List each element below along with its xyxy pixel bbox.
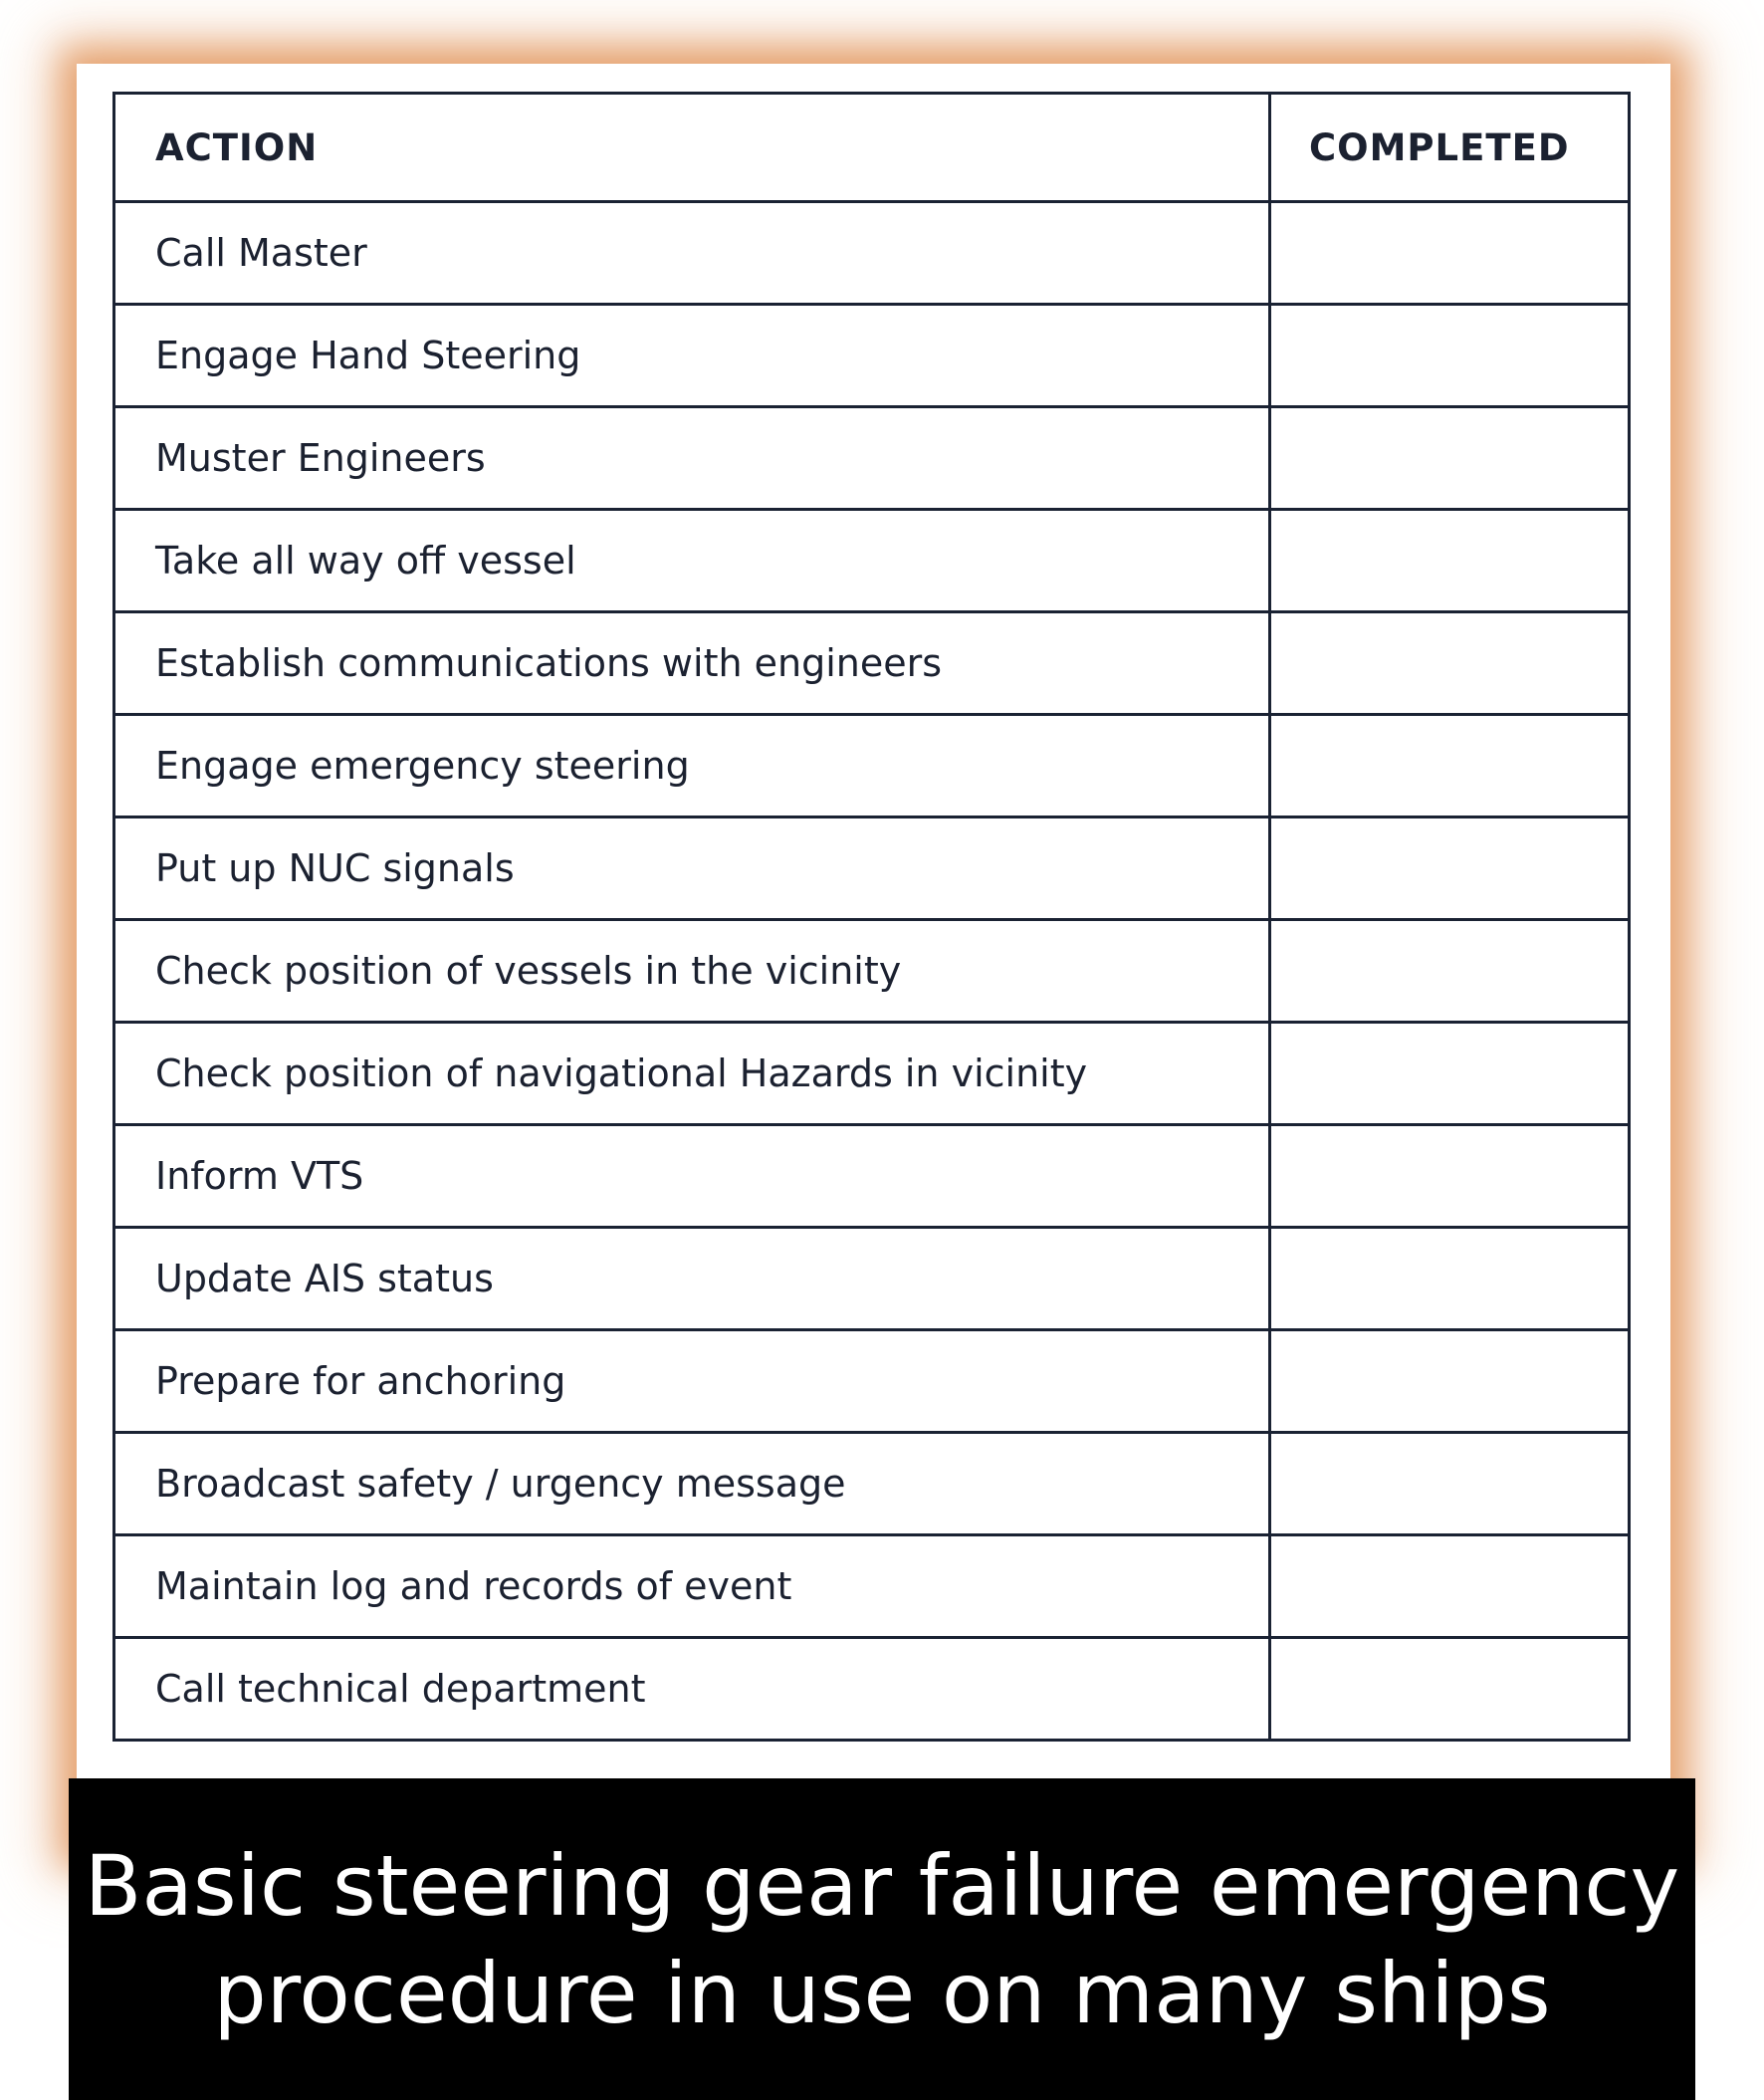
completed-cell[interactable] xyxy=(1270,1330,1630,1433)
action-cell: Muster Engineers xyxy=(114,407,1270,510)
checklist-table xyxy=(112,92,1631,1742)
completed-cell[interactable] xyxy=(1270,1638,1630,1741)
action-cell: Prepare for anchoring xyxy=(114,1330,1270,1433)
action-cell: Check position of vessels in the vicinity xyxy=(114,920,1270,1023)
action-cell: Check position of navigational Hazards in vicinity xyxy=(114,1023,1270,1125)
action-cell: Update AIS status xyxy=(114,1228,1270,1330)
table-row xyxy=(114,612,1630,715)
table-row xyxy=(114,1125,1630,1228)
completed-cell[interactable] xyxy=(1270,1535,1630,1638)
action-cell: Take all way off vessel xyxy=(114,510,1270,612)
action-cell: Establish communications with engineers xyxy=(114,612,1270,715)
table-row xyxy=(114,305,1630,407)
table-row xyxy=(114,1228,1630,1330)
action-cell: Engage Hand Steering xyxy=(114,305,1270,407)
completed-cell[interactable] xyxy=(1270,202,1630,305)
action-column-header: ACTION xyxy=(114,94,1270,202)
completed-column-header: COMPLETED xyxy=(1270,94,1630,202)
completed-cell[interactable] xyxy=(1270,1125,1630,1228)
table-row xyxy=(114,715,1630,817)
action-cell: Call technical department xyxy=(114,1638,1270,1741)
completed-cell[interactable] xyxy=(1270,305,1630,407)
table-row xyxy=(114,1535,1630,1638)
action-cell: Maintain log and records of event xyxy=(114,1535,1270,1638)
caption-line-2: procedure in use on many ships xyxy=(213,1944,1551,2042)
caption-banner xyxy=(69,1778,1695,2100)
action-cell: Call Master xyxy=(114,202,1270,305)
table-row xyxy=(114,1330,1630,1433)
action-cell: Inform VTS xyxy=(114,1125,1270,1228)
action-cell: Engage emergency steering xyxy=(114,715,1270,817)
completed-cell[interactable] xyxy=(1270,1023,1630,1125)
action-cell: Put up NUC signals xyxy=(114,817,1270,920)
table-row xyxy=(114,817,1630,920)
completed-cell[interactable] xyxy=(1270,407,1630,510)
completed-cell[interactable] xyxy=(1270,817,1630,920)
completed-cell[interactable] xyxy=(1270,510,1630,612)
completed-cell[interactable] xyxy=(1270,612,1630,715)
table-row xyxy=(114,407,1630,510)
table-row xyxy=(114,1433,1630,1535)
table-row xyxy=(114,510,1630,612)
completed-cell[interactable] xyxy=(1270,920,1630,1023)
completed-cell[interactable] xyxy=(1270,715,1630,817)
header-row xyxy=(114,94,1630,202)
completed-cell[interactable] xyxy=(1270,1433,1630,1535)
completed-cell[interactable] xyxy=(1270,1228,1630,1330)
action-cell: Broadcast safety / urgency message xyxy=(114,1433,1270,1535)
table-row xyxy=(114,1638,1630,1741)
checklist-sheet xyxy=(77,64,1670,1851)
caption-line-1: Basic steering gear failure emergency xyxy=(84,1836,1680,1935)
table-row xyxy=(114,202,1630,305)
table-row xyxy=(114,920,1630,1023)
table-row xyxy=(114,1023,1630,1125)
